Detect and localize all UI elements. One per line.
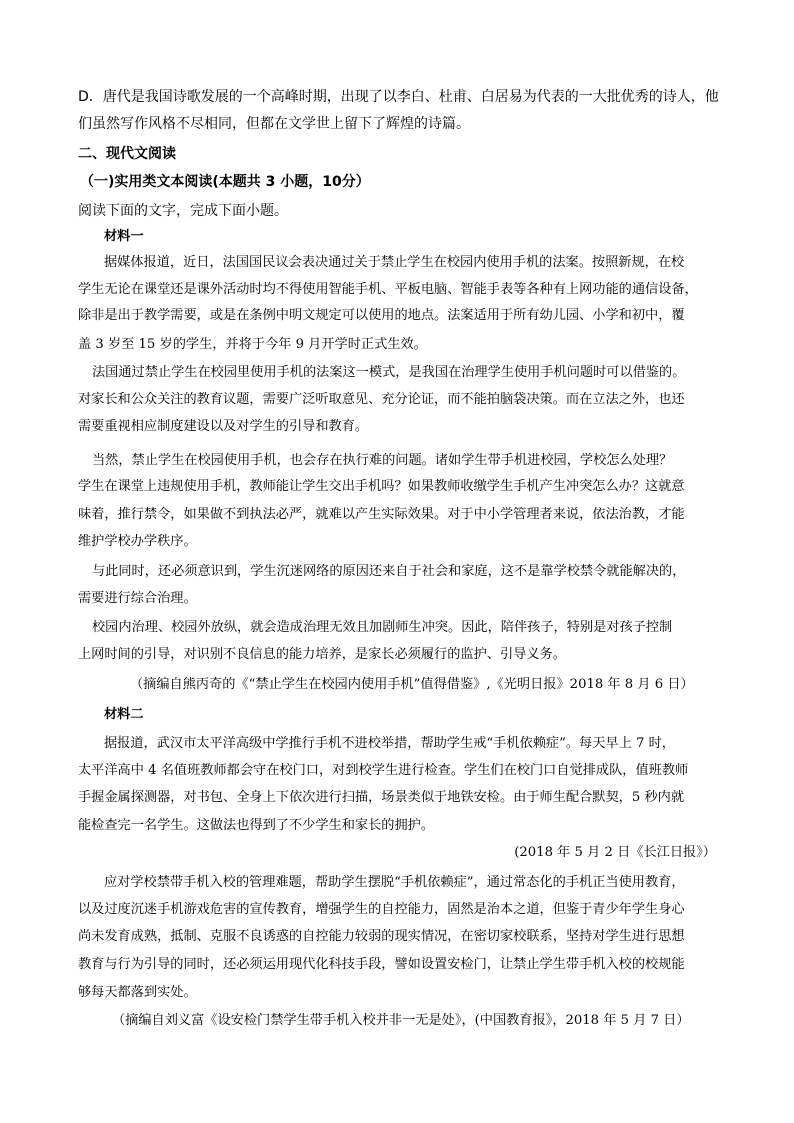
material1-line: 盖 3 岁至 15 岁的学生，并将于今年 9 月开学时正式生效。 bbox=[78, 337, 427, 352]
subsection-title: （一)实用类文本阅读(本题共 3 小题，10分） bbox=[80, 174, 370, 190]
material2-line: 能检查完一名学生。这做法也得到了不少学生和家长的拥护。 bbox=[78, 818, 435, 833]
option-d-line-1: D．唐代是我国诗歌发展的一个高峰时期，出现了以李白、杜甫、白居易为代表的一大批优秀的诗人，他 bbox=[78, 89, 719, 105]
material2-source-2: （摘编自刘义富《设安检门禁学生带手机入校并非一无是处》，(中国教育报》，2018 年 5 月 7 日） bbox=[112, 1013, 690, 1028]
material2-line: 尚未发育成熟，抵制、克服不良诱惑的自控能力较弱的现实情况，在密切家校联系，坚持对学生进行思想 bbox=[78, 929, 685, 944]
material1-line: 学生在课堂上违规使用手机，教师能让学生交出手机吗？如果教师收缴学生手机产生冲突怎么办？这就意 bbox=[78, 479, 685, 494]
material1-line: 法国通过禁止学生在校园里使用手机的法案这一模式，是我国在治理学生使用手机问题时可以借鉴的。 bbox=[92, 365, 686, 380]
material1-line: 学生无论在课堂还是课外活动时均不得使用智能手机、平板电脑、智能手表等各种有上网功能的通信设备， bbox=[78, 282, 698, 297]
material1-line: 需要重视相应制度建设以及对学生的引导和教育。 bbox=[78, 419, 369, 434]
material1-line: 需要进行综合治理。 bbox=[78, 591, 197, 606]
material1-line: 维护学校办学秩序。 bbox=[78, 534, 197, 549]
material1-heading: 材料一 bbox=[104, 229, 144, 244]
material1-line: 校园内治理、校园外放纵，就会造成治理无效且加剧师生冲突。因此，陪伴孩子，特别是对孩子控制 bbox=[92, 620, 673, 635]
material1-line: 上网时间的引导，对识别不良信息的能力培养，是家长必须履行的监护、引导义务。 bbox=[78, 647, 566, 662]
material1-line: 与此同时，还必须意识到，学生沉迷网络的原因还来自于社会和家庭，这不是靠学校禁令就能解决的， bbox=[92, 564, 686, 579]
material1-source: （摘编自熊丙奇的《“禁止学生在校园内使用手机”值得借鉴》,《光明日报》2018 年 8 月 6 日） bbox=[130, 677, 694, 692]
section-title: 二、现代文阅读 bbox=[78, 146, 176, 162]
instruction: 阅读下面的文字，完成下面小题。 bbox=[78, 203, 288, 219]
material1-line: 味着，推行禁令，如果做不到执法必严，就难以产生实际效果。对于中小学管理者来说，依法治教，才能 bbox=[78, 507, 685, 522]
option-d-line-2: 们虽然写作风格不尽相同，但都在文学世上留下了辉煌的诗篇。 bbox=[78, 116, 470, 132]
material2-line: 手握金属探测器，对书包、全身上下依次进行扫描，场景类似于地铁安检。由于师生配合默契，5 秒内就 bbox=[78, 790, 685, 805]
material2-line: 太平洋高中 4 名值班教师都会守在校门口，对到校学生进行检查。学生们在校门口自觉排成队，值班教师 bbox=[78, 763, 689, 778]
material2-line: 够每天都落到实处。 bbox=[78, 985, 197, 1000]
material1-line: 除非是出于教学需要，或是在条例中明文规定可以使用的地点。法案适用于所有幼儿园、小学和初中，覆 bbox=[78, 308, 685, 323]
material1-line: 据媒体报道，近日，法国国民议会表决通过关于禁止学生在校园内使用手机的法案。按照新规，在校 bbox=[104, 255, 685, 270]
material2-source-1: (2018 年 5 月 2 日《长江日报》） bbox=[514, 845, 716, 860]
material2-heading: 材料二 bbox=[104, 707, 144, 722]
material2-line: 据报道，武汉市太平洋高级中学推行手机不进校举措，帮助学生戒“手机依赖症”。每天早上 7 时， bbox=[104, 736, 675, 751]
material2-line: 应对学校禁带手机入校的管理难题，帮助学生摆脱“手机依赖症”，通过常态化的手机正当使用教育， bbox=[104, 875, 685, 890]
material1-line: 对家长和公众关注的教育议题，需要广泛听取意见、充分论证，而不能拍脑袋决策。而在立法之外，也还 bbox=[78, 392, 685, 407]
material1-line: 当然，禁止学生在校园使用手机，也会存在执行难的问题。诸如学生带手机进校园，学校怎么处理？ bbox=[92, 453, 673, 468]
material2-line: 教育与行为引导的同时，还必须运用现代化科技手段，譬如设置安检门，让禁止学生带手机入校的校规能 bbox=[78, 957, 685, 972]
material2-line: 以及过度沉迷手机游戏危害的宣传教育，增强学生的自控能力，固然是治本之道，但鉴于青少年学生身心 bbox=[78, 902, 685, 917]
